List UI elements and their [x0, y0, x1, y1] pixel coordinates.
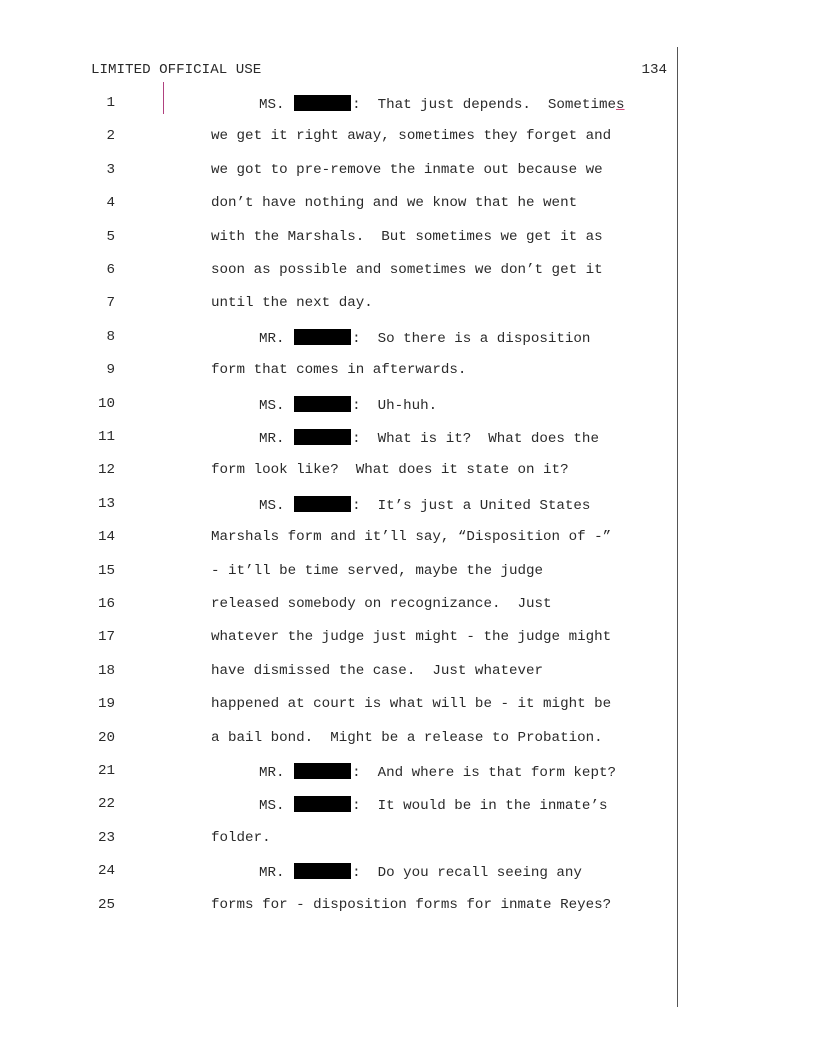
line-number: 3 [106, 161, 115, 178]
line-number: 8 [106, 328, 115, 345]
line-text: until the next day. [211, 295, 373, 312]
transcript-line [0, 563, 700, 585]
speech-text: : That just depends. Sometime [352, 97, 616, 113]
line-number: 21 [97, 763, 115, 779]
line-text: don’t have nothing and we know that he went [211, 195, 578, 212]
transcript-line [0, 396, 700, 418]
speaker-label: MS. [259, 97, 285, 113]
transcript-line [0, 596, 700, 618]
speech-text: : And where is that form kept? [352, 765, 616, 781]
line-number: 11 [97, 429, 115, 445]
speech-text: : What is it? What does the [352, 431, 599, 447]
line-text: released somebody on recognizance. Just [211, 596, 552, 612]
speech-text: : Do you recall seeing any [352, 865, 582, 882]
line-number: 13 [97, 495, 115, 512]
line-text: a bail bond. Might be a release to Probation. [211, 729, 603, 746]
line-text: - it’ll be time served, maybe the judge [211, 562, 544, 579]
transcript-line [0, 162, 700, 184]
redaction-box [294, 329, 351, 345]
line-number: 15 [97, 562, 115, 579]
speaker-label: MR. [259, 431, 285, 447]
line-number: 25 [97, 896, 115, 913]
line-number: 18 [97, 662, 115, 679]
line-number: 14 [97, 529, 115, 546]
transcript-line [0, 863, 700, 885]
line-text: whatever the judge just might - the judge might [211, 629, 612, 646]
redaction-box [294, 396, 351, 412]
speaker-label: MS. [259, 497, 285, 514]
line-number: 4 [106, 195, 115, 212]
line-number: 5 [106, 228, 115, 245]
transcript-line [0, 95, 700, 117]
speaker-label: MS. [259, 397, 285, 414]
line-text: form that comes in afterwards. [211, 362, 467, 379]
line-text [259, 763, 616, 781]
transcript-line [0, 429, 700, 451]
redaction-box [294, 429, 351, 445]
line-number: 24 [97, 863, 115, 880]
classification-header: LIMITED OFFICIAL USE [91, 62, 262, 78]
redaction-box [294, 763, 351, 779]
line-number: 19 [97, 696, 115, 713]
speaker-label: MR. [259, 765, 285, 781]
line-text: soon as possible and sometimes we don’t get it [211, 262, 603, 278]
transcript-line [0, 897, 700, 919]
line-text: form look like? What does it state on it? [211, 462, 569, 479]
line-text [259, 329, 590, 347]
line-text: we get it right away, sometimes they forget and [211, 128, 612, 145]
line-number: 12 [97, 462, 115, 479]
line-text [259, 496, 590, 514]
transcript-line [0, 462, 700, 484]
line-text: with the Marshals. But sometimes we get it as [211, 228, 603, 245]
transcript-line [0, 128, 700, 150]
line-number: 6 [106, 262, 115, 278]
transcript-line [0, 295, 700, 317]
line-number: 9 [106, 362, 115, 379]
redaction-box [294, 796, 351, 812]
line-number: 16 [97, 596, 115, 612]
transcript-line [0, 629, 700, 651]
spellcheck-mark: s [616, 97, 625, 113]
transcript-line [0, 496, 700, 518]
speaker-label: MS. [259, 798, 285, 815]
speech-text: : So there is a disposition [352, 330, 591, 347]
transcript-line [0, 763, 700, 785]
transcript-line [0, 696, 700, 718]
transcript-line [0, 229, 700, 251]
transcript-line [0, 329, 700, 351]
transcript-line [0, 796, 700, 818]
line-text [259, 396, 437, 414]
line-text [259, 95, 625, 113]
line-number: 1 [106, 95, 115, 111]
transcript-line [0, 262, 700, 284]
speaker-label: MR. [259, 865, 285, 882]
line-text: happened at court is what will be - it might be [211, 696, 612, 713]
line-text: we got to pre-remove the inmate out because we [211, 161, 603, 178]
redaction-box [294, 863, 351, 879]
line-text: have dismissed the case. Just whatever [211, 662, 544, 679]
speech-text: : It’s just a United States [352, 497, 591, 514]
transcript-line [0, 730, 700, 752]
line-number: 20 [97, 729, 115, 746]
speech-text: : Uh-huh. [352, 397, 438, 414]
line-text: Marshals form and it’ll say, “Disposition of -” [211, 529, 612, 546]
line-text [259, 796, 607, 814]
transcript-line [0, 362, 700, 384]
line-number: 22 [97, 796, 115, 813]
line-number: 10 [97, 395, 115, 412]
transcript-line [0, 529, 700, 551]
transcript-line [0, 663, 700, 685]
line-text [259, 863, 582, 881]
line-number: 2 [106, 128, 115, 145]
transcript-line [0, 195, 700, 217]
speaker-label: MR. [259, 330, 285, 347]
line-text [259, 429, 599, 447]
transcript-line [0, 830, 700, 852]
line-number: 17 [97, 629, 115, 646]
redaction-box [294, 496, 351, 512]
speech-text: : It would be in the inmate’s [352, 798, 608, 815]
line-text: folder. [211, 829, 271, 846]
line-text: forms for - disposition forms for inmate Reyes? [211, 896, 612, 913]
line-number: 23 [97, 829, 115, 846]
redaction-box [294, 95, 351, 111]
page-number: 134 [641, 62, 667, 78]
line-number: 7 [106, 295, 115, 312]
